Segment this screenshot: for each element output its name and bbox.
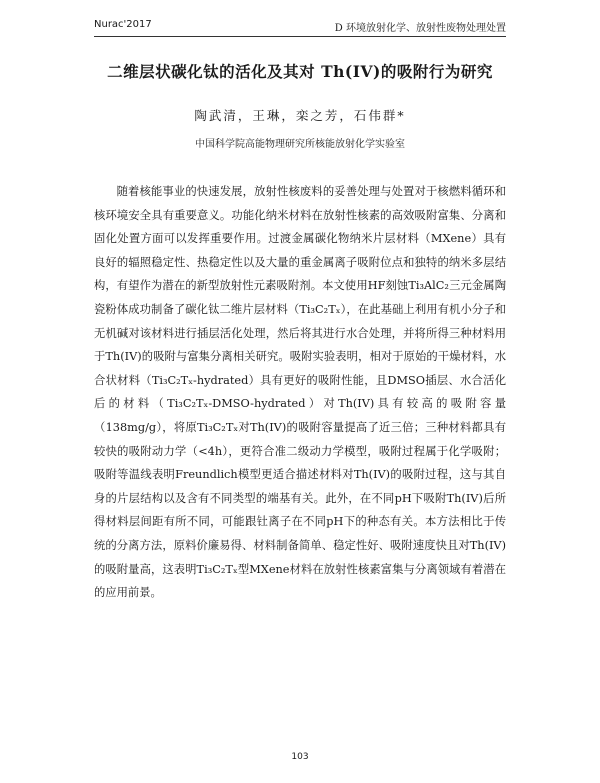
paper-title: 二维层状碳化钛的活化及其对 Th(IV)的吸附行为研究 <box>107 62 493 81</box>
abstract-body: 随着核能事业的快速发展，放射性核废料的妥善处理与处置对于核燃料循环和核环境安全具有重要意义。功能化纳米材料在放射性核素的高效吸附富集、分离和固化处置方面可以发挥重要作用。过渡金属碳化物纳米片层材料（MXene）具有良好的辐照稳定性、热稳定性以及大量的重金属离子吸附位点和独特的纳米多层结构，有望作为潜在的新型放射性元素吸附剂。本文使用HF刻蚀Ti₃AlC₂三元金属陶瓷粉体成功制备了碳化钛二维片层材料（Ti₃C₂Tₓ），在此基础上利用有机小分子和无机碱对该材料进行插层活化处理，然后将其进行水合处理，并将所得三种材料用于Th(IV)的吸附与富集分离相关研究。吸附实验表明，相对于原始的干燥材料，水合状材料（Ti₃C₂Tₓ-hydrated）具有更好的吸附性能，且DMSO插层、水合活化后的材料（Ti₃C₂Tₓ-DMSO-hydrated）对Th(IV)具有较高的吸附容量（138mg/g），将原Ti₃C₂Tₓ对Th(IV)的吸附容量提高了近三倍；三种材料都具有较快的吸附动力学（<4h），更符合准二级动力学模型，吸附过程属于化学吸附；吸附等温线表明Freundlich模型更适合描述材料对Th(IV)的吸附过程，这与其自身的片层结构以及含有不同类型的端基有关。此外，在不同pH下吸附Th(IV)后所得材料层间距有所不同，可能跟钍离子在不同pH下的种态有关。本方法相比于传统的分离方法，原料价廉易得、材料制备简单、稳定性好、吸附速度快且对Th(IV)的吸附量高，这表明Ti₃C₂Tₓ型MXene材料在放射性核素富集与分离领域有着潜在的应用前景。 <box>94 185 506 600</box>
affiliation: 中国科学院高能物理研究所核能放射化学实验室 <box>195 139 405 150</box>
running-header <box>94 18 506 37</box>
page-number: 103 <box>291 752 309 762</box>
author-list: 陶武清，王琳，栾之芳，石伟群* <box>194 108 406 123</box>
section-label: D 环境放射化学、放射性废物处理处置 <box>334 23 506 34</box>
conference-label: Nurac'2017 <box>94 19 152 30</box>
